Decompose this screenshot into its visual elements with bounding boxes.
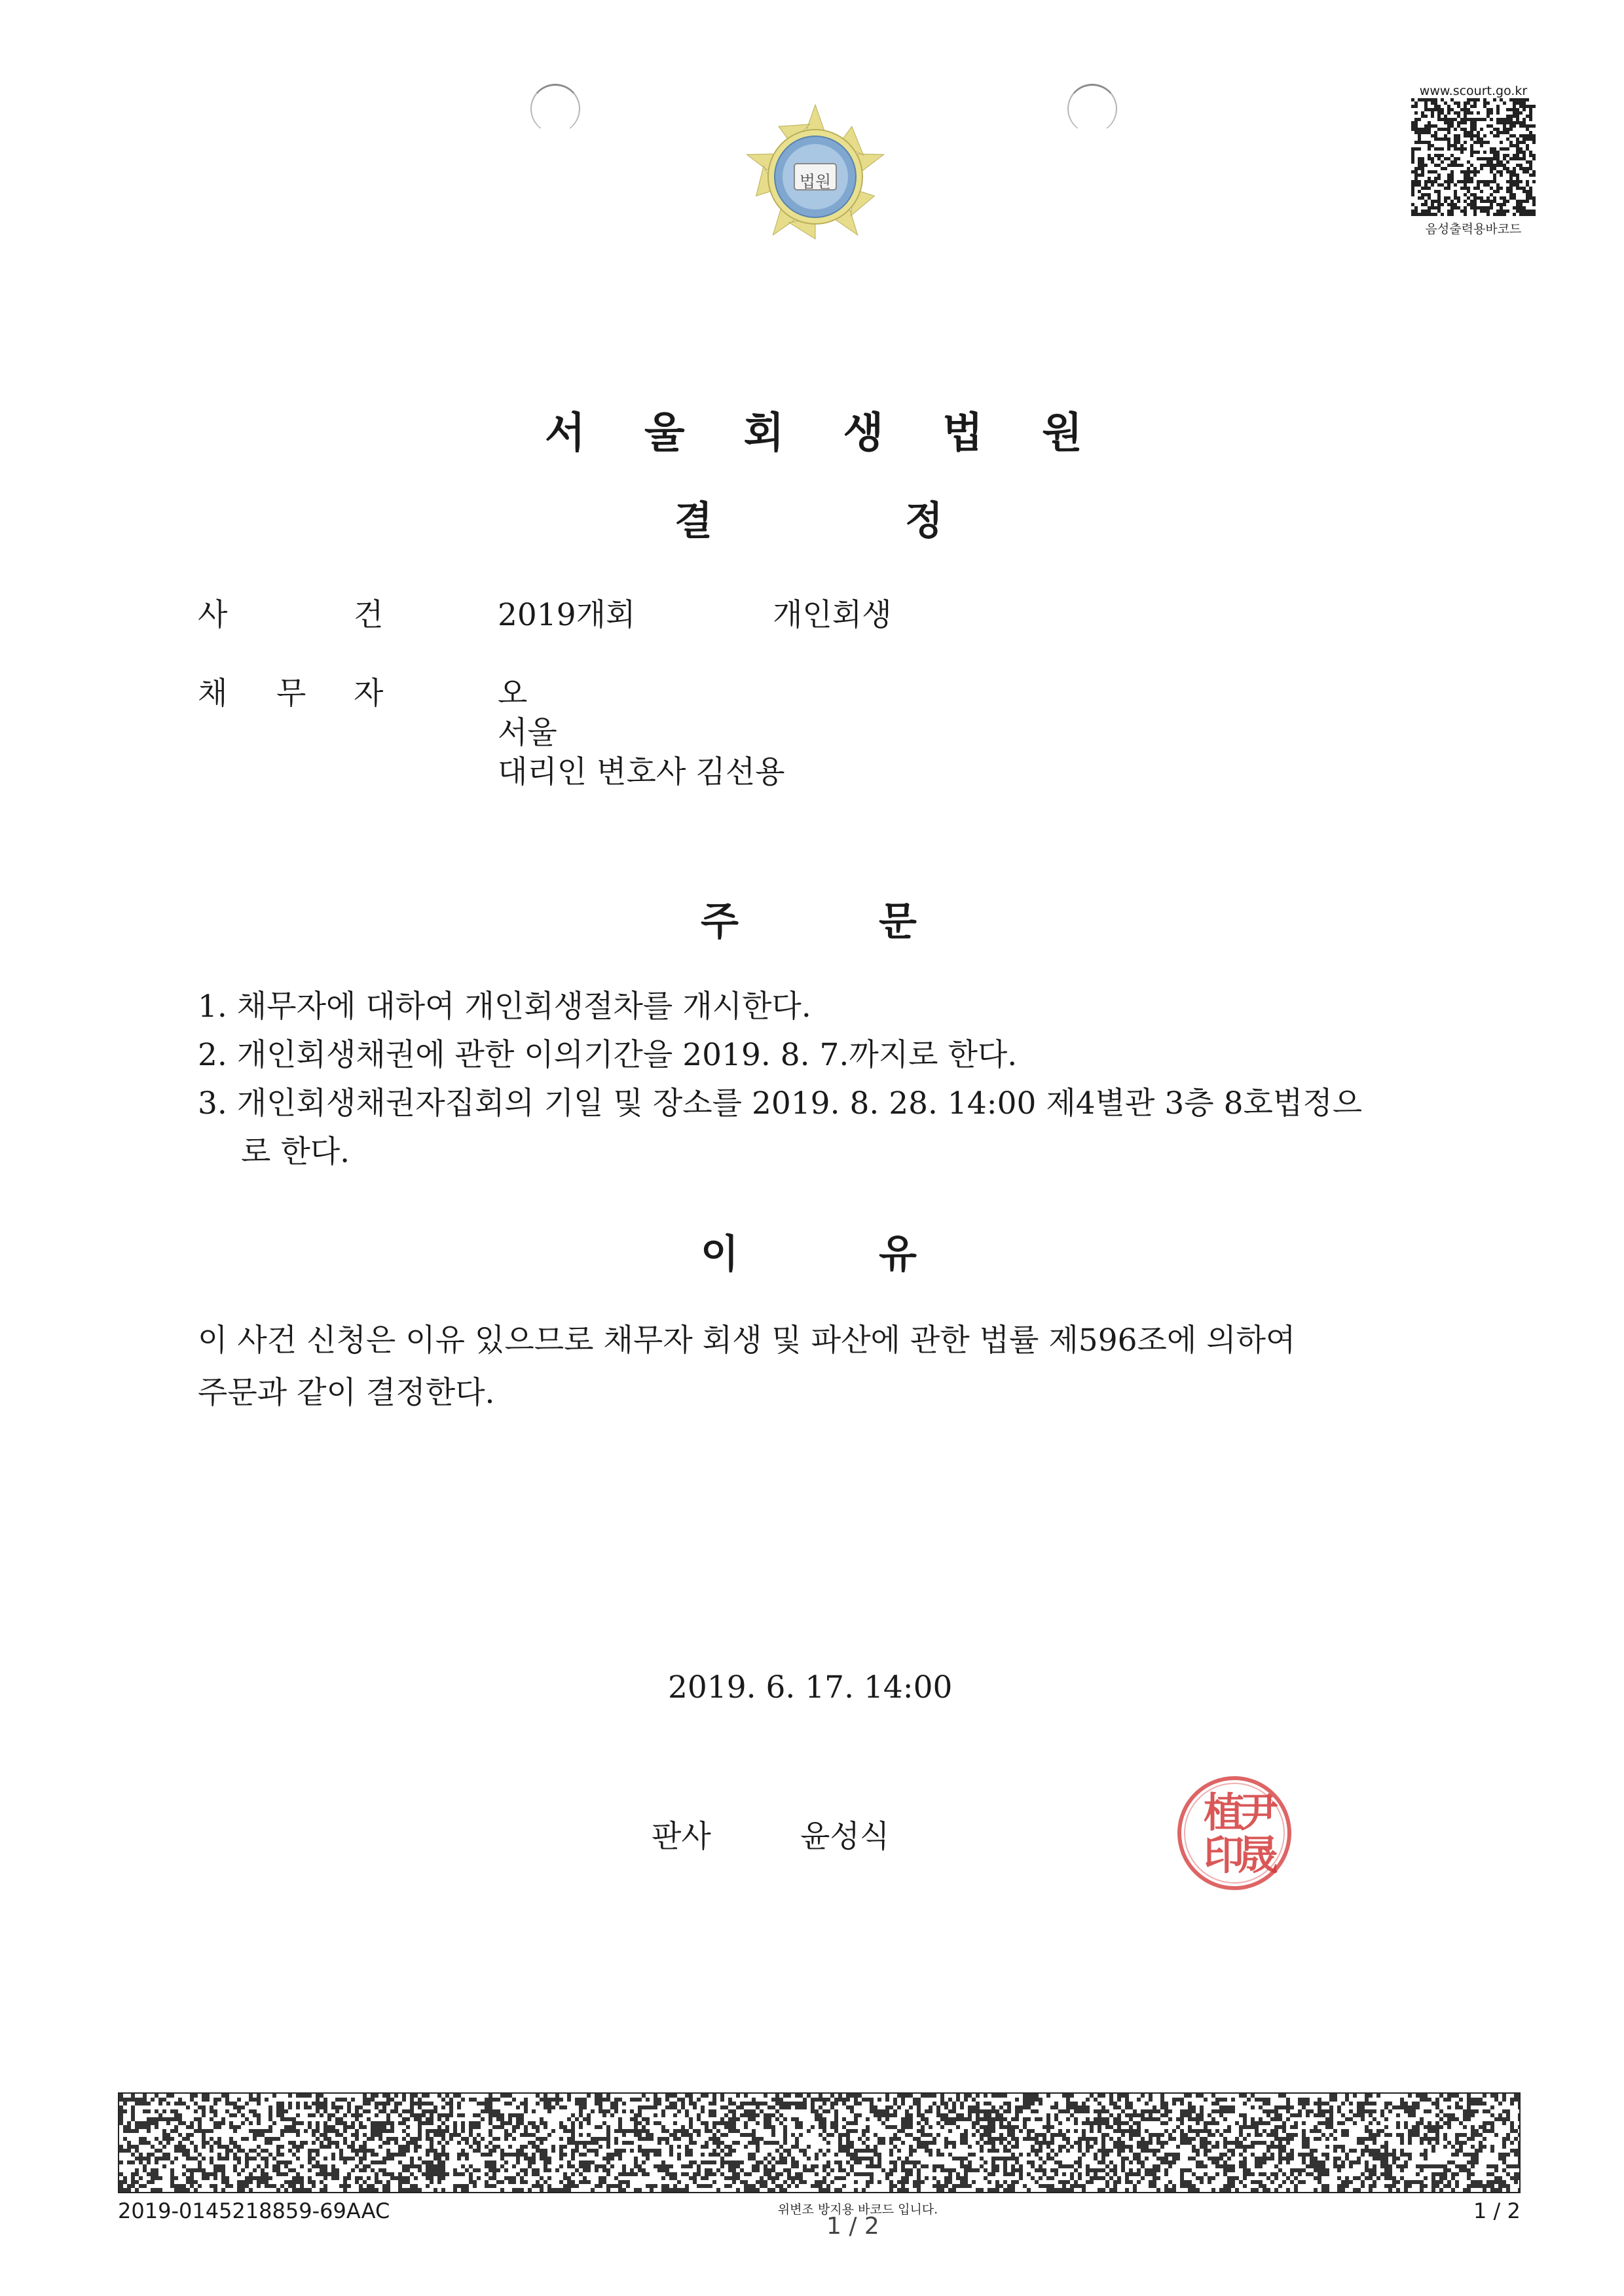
debtor-label-char-1: 채 (198, 676, 228, 712)
svg-text:植: 植 (1204, 1789, 1245, 1836)
document-type-char-1: 결 (674, 498, 712, 544)
page-number-center: 1 / 2 (826, 2213, 879, 2240)
qr-caption: 음성출력용바코드 (1425, 222, 1522, 236)
reason-text: 주문과 같이 결정한다. (198, 1375, 495, 1411)
case-type: 개인회생 (773, 597, 892, 633)
debtor-label-char-3: 자 (354, 676, 384, 712)
barcode-note: 위변조 방지용 바코드 입니다. (777, 2202, 938, 2217)
emblem-label: 법원 (799, 172, 832, 191)
case-label-char-2: 건 (354, 597, 384, 633)
debtor-name: 오 (498, 676, 528, 712)
punch-hole-left (530, 84, 580, 134)
debtor-label-char-2: 무 (276, 676, 306, 712)
page-number: 1 / 2 (1473, 2198, 1521, 2223)
punch-hole-right (1067, 84, 1117, 134)
svg-text:印: 印 (1204, 1831, 1245, 1879)
case-number: 2019개회 (498, 597, 636, 633)
order-item: 3. 개인회생채권자집회의 기일 및 장소를 2019. 8. 28. 14:00 제4별관 3층 8호법정으 (198, 1085, 1363, 1121)
order-title-char-2: 문 (879, 899, 917, 945)
svg-text:晟: 晟 (1238, 1831, 1279, 1879)
representative: 대리인 변호사 김선용 (498, 754, 785, 790)
order-item: 2. 개인회생채권에 관한 이의기간을 2019. 8. 7.까지로 한다. (198, 1037, 1018, 1073)
order-item: 1. 채무자에 대하여 개인회생절차를 개시한다. (198, 989, 811, 1025)
anti-forgery-barcode (118, 2092, 1521, 2193)
judge-name: 윤성식 (800, 1819, 890, 1855)
document-id: 2019-0145218859-69AAC (118, 2198, 390, 2223)
reason-title-char-1: 이 (701, 1231, 739, 1277)
document-type-char-2: 정 (905, 498, 943, 544)
qr-url: www.scourt.go.kr (1419, 84, 1528, 98)
svg-text:尹: 尹 (1238, 1789, 1279, 1836)
debtor-address: 서울 (498, 715, 557, 751)
voice-barcode (1411, 98, 1536, 216)
decision-date: 2019. 6. 17. 14:00 (668, 1669, 953, 1705)
order-item-continuation: 로 한다. (241, 1134, 350, 1170)
case-label-char-1: 사 (198, 597, 228, 633)
reason-text: 이 사건 신청은 이유 있으므로 채무자 회생 및 파산에 관한 법률 제596조에 의하여 (198, 1322, 1296, 1358)
reason-title-char-2: 유 (879, 1231, 917, 1277)
judge-seal (1172, 1771, 1297, 1895)
court-name: 서울회생법원 (545, 409, 1141, 458)
judge-title: 판사 (652, 1819, 711, 1855)
order-title-char-1: 주 (701, 899, 739, 945)
